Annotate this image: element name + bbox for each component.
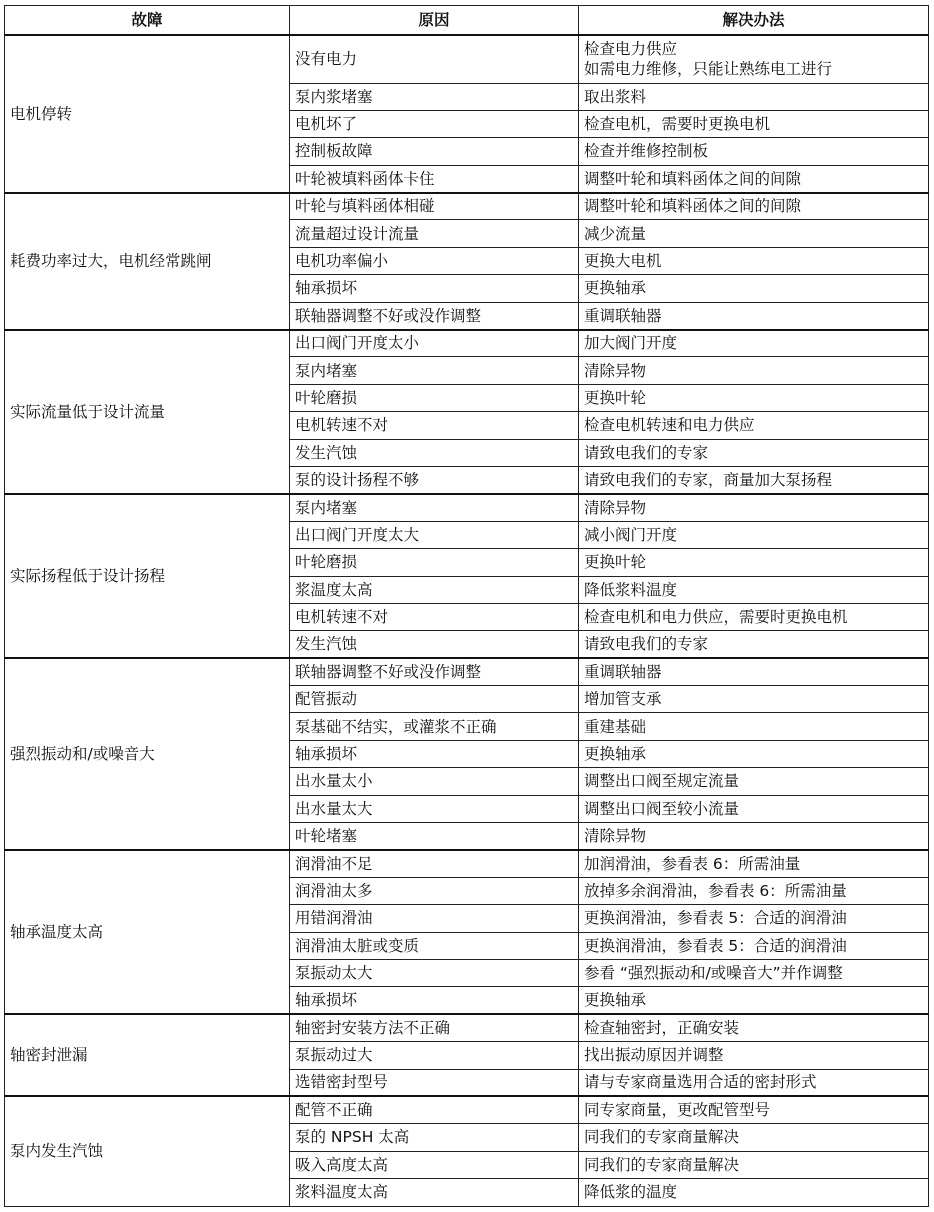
cause-cell: 用错润滑油 [290, 905, 579, 932]
cause-cell: 泵内堵塞 [290, 357, 579, 384]
solution-line: 同我们的专家商量解决 [584, 1155, 740, 1174]
solution-cell [579, 275, 929, 302]
solution-cell [579, 412, 929, 439]
cause-cell: 轴密封安装方法不正确 [290, 1014, 579, 1041]
cause-cell: 联轴器调整不好或没作调整 [290, 302, 579, 329]
solution-line: 检查并维修控制板 [584, 142, 709, 161]
solution-cell [579, 439, 929, 466]
fault-cell: 强烈振动和/或噪音大 [5, 658, 290, 850]
header-solution: 解决办法 [579, 6, 929, 36]
solution-line: 检查电机和电力供应，需要时更换电机 [584, 608, 848, 627]
cause-cell: 发生汽蚀 [290, 439, 579, 466]
cause-cell: 电机功率偏小 [290, 247, 579, 274]
table-row [5, 330, 929, 357]
solution-line: 同专家商量，更改配管型号 [584, 1101, 771, 1120]
solution-cell [579, 138, 929, 165]
solution-line: 参看 “强烈振动和/或噪音大”并作调整 [584, 964, 843, 983]
cause-cell: 叶轮与填料函体相碰 [290, 193, 579, 220]
table-row [5, 1014, 929, 1041]
solution-line: 如需电力维修，只能让熟练电工进行 [584, 60, 833, 79]
solution-cell [579, 1042, 929, 1069]
cause-cell: 泵振动过大 [290, 1042, 579, 1069]
cause-cell: 电机坏了 [290, 110, 579, 137]
cause-cell: 轴承损坏 [290, 275, 579, 302]
solution-line: 更换润滑油，参看表 5：合适的润滑油 [584, 909, 847, 928]
solution-line: 重调联轴器 [584, 306, 662, 325]
troubleshooting-table [4, 5, 929, 1207]
solution-line: 更换叶轮 [584, 553, 647, 572]
cause-cell: 叶轮堵塞 [290, 823, 579, 850]
solution-cell [579, 466, 929, 493]
cause-cell: 发生汽蚀 [290, 631, 579, 658]
solution-cell [579, 302, 929, 329]
table-row [5, 658, 929, 685]
header-cause: 原因 [290, 6, 579, 36]
solution-line: 更换大电机 [584, 251, 662, 270]
fault-cell: 轴密封泄漏 [5, 1014, 290, 1096]
solution-line: 取出浆料 [584, 87, 647, 106]
solution-line: 同我们的专家商量解决 [584, 1128, 740, 1147]
solution-cell [579, 165, 929, 192]
solution-cell [579, 631, 929, 658]
solution-cell [579, 960, 929, 987]
solution-line: 检查电机转速和电力供应 [584, 416, 755, 435]
solution-cell [579, 494, 929, 521]
solution-line: 清除异物 [584, 826, 647, 845]
solution-cell [579, 576, 929, 603]
cause-cell: 出水量太小 [290, 768, 579, 795]
cause-cell: 泵的 NPSH 太高 [290, 1124, 579, 1151]
cause-cell: 润滑油太多 [290, 877, 579, 904]
solution-cell [579, 357, 929, 384]
cause-cell: 泵内堵塞 [290, 494, 579, 521]
table-row [5, 850, 929, 877]
solution-line: 增加管支承 [584, 690, 662, 709]
solution-cell [579, 932, 929, 959]
solution-cell [579, 193, 929, 220]
cause-cell: 流量超过设计流量 [290, 220, 579, 247]
cause-cell: 叶轮被填料函体卡住 [290, 165, 579, 192]
cause-cell: 出口阀门开度太小 [290, 330, 579, 357]
solution-line: 调整出口阀至规定流量 [584, 772, 740, 791]
solution-line: 调整叶轮和填料函体之间的间隙 [584, 197, 802, 216]
cause-cell: 泵内浆堵塞 [290, 83, 579, 110]
fault-cell: 实际流量低于设计流量 [5, 330, 290, 494]
solution-cell [579, 658, 929, 685]
solution-line: 检查轴密封，正确安装 [584, 1019, 740, 1038]
table-row [5, 494, 929, 521]
solution-cell [579, 220, 929, 247]
solution-cell [579, 1069, 929, 1096]
solution-cell [579, 795, 929, 822]
solution-line: 降低浆的温度 [584, 1183, 678, 1202]
solution-cell [579, 686, 929, 713]
cause-cell: 泵基础不结实，或灌浆不正确 [290, 713, 579, 740]
solution-line: 加大阀门开度 [584, 334, 678, 353]
solution-cell [579, 877, 929, 904]
solution-cell [579, 330, 929, 357]
cause-cell: 泵的设计扬程不够 [290, 466, 579, 493]
table-row [5, 35, 929, 83]
solution-line: 调整出口阀至较小流量 [584, 799, 740, 818]
solution-cell [579, 1096, 929, 1123]
header-fault: 故障 [5, 6, 290, 36]
solution-cell [579, 35, 929, 83]
solution-cell [579, 603, 929, 630]
cause-cell: 没有电力 [290, 35, 579, 83]
fault-cell: 实际扬程低于设计扬程 [5, 494, 290, 658]
solution-cell [579, 1014, 929, 1041]
solution-line: 重调联轴器 [584, 663, 662, 682]
cause-cell: 控制板故障 [290, 138, 579, 165]
solution-line: 更换轴承 [584, 279, 647, 298]
cause-cell: 叶轮磨损 [290, 549, 579, 576]
cause-cell: 泵振动太大 [290, 960, 579, 987]
solution-line: 重建基础 [584, 717, 647, 736]
fault-cell: 轴承温度太高 [5, 850, 290, 1014]
solution-cell [579, 247, 929, 274]
cause-cell: 联轴器调整不好或没作调整 [290, 658, 579, 685]
cause-cell: 配管振动 [290, 686, 579, 713]
solution-cell [579, 740, 929, 767]
solution-line: 更换叶轮 [584, 388, 647, 407]
solution-cell [579, 768, 929, 795]
cause-cell: 润滑油太脏或变质 [290, 932, 579, 959]
solution-cell [579, 110, 929, 137]
solution-cell [579, 1179, 929, 1206]
cause-cell: 电机转速不对 [290, 603, 579, 630]
solution-line: 请与专家商量选用合适的密封形式 [584, 1073, 817, 1092]
table-body [5, 35, 929, 1206]
solution-line: 更换润滑油，参看表 5：合适的润滑油 [584, 936, 847, 955]
solution-line: 更换轴承 [584, 991, 647, 1010]
solution-line: 放掉多余润滑油，参看表 6：所需油量 [584, 881, 847, 900]
solution-cell [579, 384, 929, 411]
cause-cell: 选错密封型号 [290, 1069, 579, 1096]
header-row [5, 6, 929, 36]
solution-line: 更换轴承 [584, 745, 647, 763]
cause-cell: 叶轮磨损 [290, 384, 579, 411]
cause-cell: 电机转速不对 [290, 412, 579, 439]
solution-line: 清除异物 [584, 498, 647, 517]
fault-cell: 泵内发生汽蚀 [5, 1096, 290, 1206]
solution-cell [579, 83, 929, 110]
solution-cell [579, 1124, 929, 1151]
table-row [5, 193, 929, 220]
cause-cell: 浆料温度太高 [290, 1179, 579, 1206]
fault-cell: 耗费功率过大，电机经常跳闸 [5, 193, 290, 330]
solution-line: 找出振动原因并调整 [584, 1046, 724, 1065]
solution-line: 请致电我们的专家 [584, 443, 709, 462]
cause-cell: 润滑油不足 [290, 850, 579, 877]
solution-line: 清除异物 [584, 361, 647, 380]
solution-line: 减小阀门开度 [584, 525, 678, 544]
cause-cell: 出水量太大 [290, 795, 579, 822]
solution-line: 加润滑油，参看表 6：所需油量 [584, 854, 801, 873]
solution-cell [579, 1151, 929, 1178]
solution-cell [579, 713, 929, 740]
cause-cell: 轴承损坏 [290, 987, 579, 1014]
solution-cell [579, 549, 929, 576]
cause-cell: 轴承损坏 [290, 740, 579, 767]
solution-line: 请致电我们的专家 [584, 635, 709, 654]
solution-cell [579, 521, 929, 548]
cause-cell: 吸入高度太高 [290, 1151, 579, 1178]
solution-line: 调整叶轮和填料函体之间的间隙 [584, 169, 802, 188]
solution-cell [579, 905, 929, 932]
table-row [5, 1096, 929, 1123]
solution-cell [579, 850, 929, 877]
solution-line: 请致电我们的专家，商量加大泵扬程 [584, 470, 833, 489]
solution-line: 检查电力供应 [584, 40, 678, 59]
solution-line: 检查电机，需要时更换电机 [584, 115, 771, 134]
cause-cell: 配管不正确 [290, 1096, 579, 1123]
solution-line: 降低浆料温度 [584, 580, 678, 599]
solution-cell [579, 987, 929, 1014]
fault-cell: 电机停转 [5, 35, 290, 193]
solution-line: 减少流量 [584, 224, 647, 243]
solution-cell [579, 823, 929, 850]
cause-cell: 浆温度太高 [290, 576, 579, 603]
cause-cell: 出口阀门开度太大 [290, 521, 579, 548]
